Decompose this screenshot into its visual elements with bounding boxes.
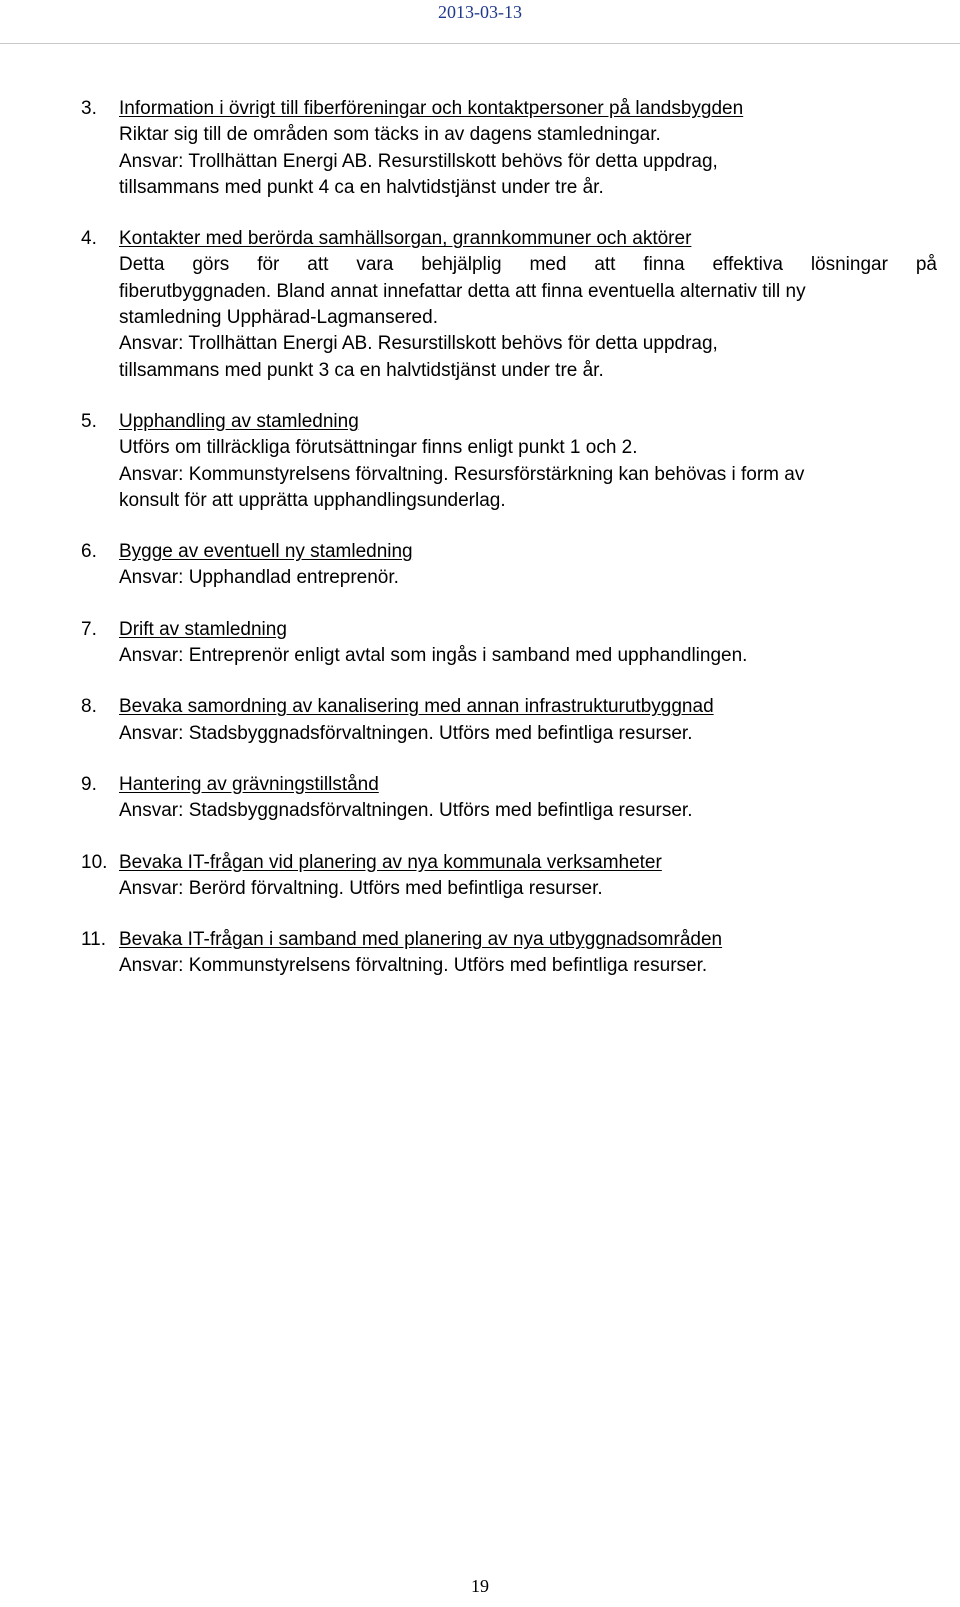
- item-heading: Drift av stamledning: [119, 618, 287, 640]
- item-number: 4.: [81, 228, 97, 250]
- item-line: tillsammans med punkt 3 ca en halvtidstjänst under tre år.: [119, 359, 604, 381]
- item-heading: Kontakter med berörda samhällsorgan, grannkommuner och aktörer: [119, 228, 692, 250]
- list-item-4: [0, 226, 960, 384]
- item-line: Detta görs för att vara behjälplig med att finna effektiva lösningar på: [119, 254, 937, 276]
- item-line: Ansvar: Entreprenör enligt avtal som ingås i samband med upphandlingen.: [119, 645, 748, 667]
- item-line: fiberutbyggnaden. Bland annat innefattar detta att finna eventuella alternativ till ny: [119, 280, 806, 302]
- item-body: [119, 772, 937, 825]
- header-date: 2013-03-13: [438, 2, 522, 22]
- item-line: stamledning Upphärad-Lagmansered.: [119, 307, 438, 329]
- item-line: Riktar sig till de områden som täcks in av dagens stamledningar.: [119, 124, 661, 146]
- item-number: 10.: [81, 851, 108, 873]
- item-body: [119, 539, 937, 592]
- item-number: 8.: [81, 696, 97, 718]
- item-body: [119, 226, 937, 384]
- item-body: [119, 617, 937, 670]
- item-line: konsult för att upprätta upphandlingsunderlag.: [119, 489, 506, 511]
- item-heading: Hantering av grävningstillstånd: [119, 773, 379, 795]
- list-item-5: [0, 409, 960, 514]
- item-number: 3.: [81, 98, 97, 119]
- list-item-8: [0, 694, 960, 747]
- list-item-9: [0, 772, 960, 825]
- item-number: 9.: [81, 773, 97, 795]
- item-line: Ansvar: Trollhättan Energi AB. Resurstillskott behövs för detta uppdrag,: [119, 150, 718, 172]
- item-number: 11.: [81, 929, 107, 951]
- header-divider: [0, 43, 960, 44]
- item-body: [119, 96, 937, 201]
- item-line: Ansvar: Trollhättan Energi AB. Resurstillskott behövs för detta uppdrag,: [119, 333, 718, 355]
- item-heading: Bygge av eventuell ny stamledning: [119, 541, 413, 563]
- item-heading: Bevaka IT-frågan i samband med planering av nya utbyggnadsområden: [119, 929, 723, 951]
- item-line: Ansvar: Berörd förvaltning. Utförs med befintliga resurser.: [119, 877, 603, 899]
- list-item-11: [0, 927, 960, 980]
- item-heading: Information i övrigt till fiberföreningar och kontaktpersoner på landsbygden: [119, 98, 744, 119]
- list-item-6: [0, 539, 960, 592]
- item-number: 5.: [81, 410, 97, 432]
- item-line: Ansvar: Kommunstyrelsens förvaltning. Utförs med befintliga resurser.: [119, 955, 708, 977]
- document-body: [0, 96, 960, 1005]
- item-number: 7.: [81, 618, 97, 640]
- list-item-3: [0, 96, 960, 201]
- item-line: Ansvar: Upphandlad entreprenör.: [119, 567, 399, 589]
- item-heading: Bevaka IT-frågan vid planering av nya kommunala verksamheter: [119, 851, 662, 873]
- item-line: Ansvar: Kommunstyrelsens förvaltning. Resursförstärkning kan behövas i form av: [119, 463, 805, 485]
- item-line: Utförs om tillräckliga förutsättningar finns enligt punkt 1 och 2.: [119, 437, 638, 459]
- item-heading: Bevaka samordning av kanalisering med annan infrastrukturutbyggnad: [119, 696, 714, 718]
- page-number: 19: [471, 1576, 489, 1596]
- list-item-7: [0, 617, 960, 670]
- item-heading: Upphandling av stamledning: [119, 410, 359, 432]
- item-number: 6.: [81, 541, 97, 563]
- item-body: [119, 850, 937, 903]
- item-line: Ansvar: Stadsbyggnadsförvaltningen. Utförs med befintliga resurser.: [119, 800, 693, 822]
- list-item-10: [0, 850, 960, 903]
- item-line: tillsammans med punkt 4 ca en halvtidstjänst under tre år.: [119, 176, 604, 198]
- item-body: [119, 409, 937, 514]
- item-body: [119, 927, 937, 980]
- item-body: [119, 694, 937, 747]
- item-line: Ansvar: Stadsbyggnadsförvaltningen. Utförs med befintliga resurser.: [119, 722, 693, 744]
